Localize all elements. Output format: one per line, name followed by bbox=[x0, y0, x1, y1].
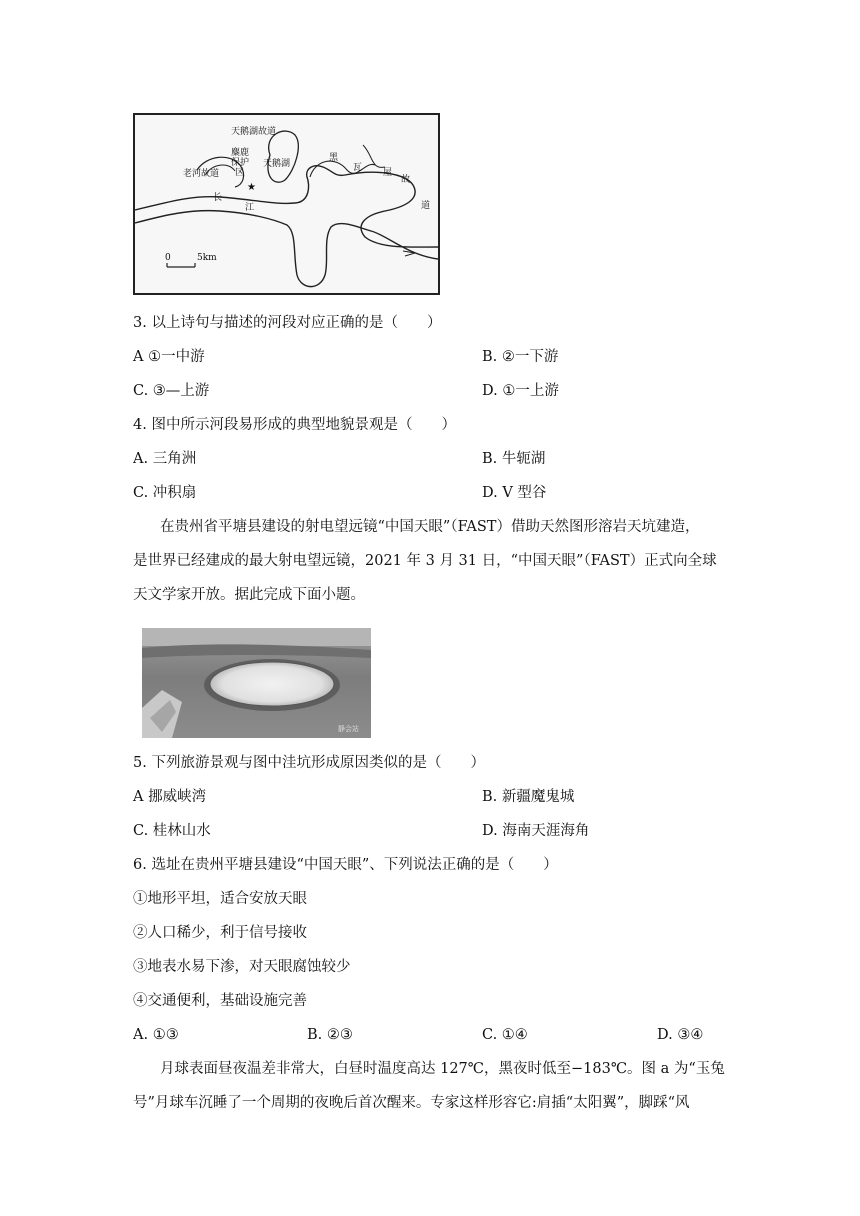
map-label-reserve-1: 麋鹿 bbox=[231, 148, 250, 158]
map-label-old-river: 老河故道 bbox=[183, 169, 220, 179]
map-scale-km: 5km bbox=[197, 253, 217, 263]
passage-fast-line-3: 天文学家开放。据此完成下面小题。 bbox=[133, 587, 365, 603]
question-3-option-d: D. ①一上游 bbox=[482, 383, 559, 399]
question-4-option-b: B. 牛轭湖 bbox=[482, 451, 546, 467]
photo-watermark: 静会站 bbox=[338, 725, 359, 733]
passage-moon-line-2: 号”月球车沉睡了一个周期的夜晚后首次醒来。专家这样形容它:肩插“太阳翼”，脚踩“风 bbox=[133, 1095, 690, 1111]
question-6-option-c: C. ①④ bbox=[482, 1027, 528, 1043]
river-map-figure bbox=[133, 113, 440, 295]
question-6-stem: 6. 选址在贵州平塘县建设“中国天眼”、下列说法正确的是（ ） bbox=[133, 857, 558, 873]
star-icon: ★ bbox=[247, 182, 256, 193]
fast-telescope-image bbox=[142, 628, 371, 738]
question-6-option-b: B. ②③ bbox=[307, 1027, 353, 1043]
map-label-dao: 道 bbox=[421, 201, 431, 211]
passage-fast-line-1: 在贵州省平塘县建设的射电望远镜“中国天眼”（FAST）借助天然图形溶岩天坑建造， bbox=[160, 519, 700, 535]
question-6-option-d: D. ③④ bbox=[657, 1027, 704, 1043]
question-4-option-c: C. 冲积扇 bbox=[133, 485, 197, 501]
map-label-reserve-2: 保护 bbox=[231, 158, 250, 168]
question-5-option-b: B. 新疆魔鬼城 bbox=[482, 789, 575, 805]
passage-moon-line-1: 月球表面昼夜温差非常大，白昼时温度高达 127℃，黑夜时低至−183℃。图 a 为“玉兔 bbox=[160, 1061, 725, 1077]
question-5-option-d: D. 海南天涯海角 bbox=[482, 823, 590, 839]
question-6-option-a: A. ①③ bbox=[133, 1027, 179, 1043]
heiwawu-old-channel bbox=[310, 161, 375, 177]
map-label-gu: 故 bbox=[401, 175, 411, 185]
map-label-reserve-3: 区 bbox=[235, 168, 245, 178]
fast-telescope-photo bbox=[142, 628, 371, 738]
map-label-jiang: 江 bbox=[245, 203, 255, 213]
map-label-wa: 瓦 bbox=[353, 163, 363, 173]
map-scale-zero: 0 bbox=[165, 253, 171, 263]
question-4-option-a: A. 三角洲 bbox=[133, 451, 197, 467]
map-label-chang: 长 bbox=[213, 193, 223, 203]
map-label-old-lake: 天鹅湖故道 bbox=[231, 127, 277, 137]
map-label-wu: 屋 bbox=[383, 168, 393, 178]
map-label-swan-lake: 天鹅湖 bbox=[263, 159, 291, 169]
question-4-stem: 4. 图中所示河段易形成的典型地貌景观是（ ） bbox=[133, 417, 456, 433]
passage-fast-line-2: 是世界已经建成的最大射电望远镜，2021 年 3 月 31 日，“中国天眼”（FAST）正式向全球 bbox=[133, 553, 717, 569]
yangtze-river-south-bank bbox=[135, 211, 438, 287]
question-5-option-a: A 挪威峡湾 bbox=[133, 789, 207, 805]
question-5-stem: 5. 下列旅游景观与图中洼坑形成原因类似的是（ ） bbox=[133, 755, 485, 771]
question-6-statement-2: ②人口稀少，利于信号接收 bbox=[133, 925, 307, 941]
question-3-option-a: A ①一中游 bbox=[133, 349, 205, 365]
question-3-option-b: B. ②一下游 bbox=[482, 349, 559, 365]
question-5-option-c: C. 桂林山水 bbox=[133, 823, 211, 839]
heiwawu-old-channel-2 bbox=[363, 145, 385, 167]
question-6-statement-1: ①地形平坦，适合安放天眼 bbox=[133, 891, 307, 907]
question-3-stem: 3. 以上诗句与描述的河段对应正确的是（ ） bbox=[133, 315, 442, 331]
question-6-statement-4: ④交通便利，基础设施完善 bbox=[133, 993, 307, 1009]
question-3-option-c: C. ③—上游 bbox=[133, 383, 210, 399]
question-4-option-d: D. V 型谷 bbox=[482, 485, 547, 501]
question-6-statement-3: ③地表水易下渗，对天眼腐蚀较少 bbox=[133, 959, 351, 975]
river-map-drawing bbox=[135, 115, 438, 293]
map-label-hei: 黑 bbox=[329, 153, 339, 163]
swan-lake-oxbow bbox=[268, 131, 298, 182]
